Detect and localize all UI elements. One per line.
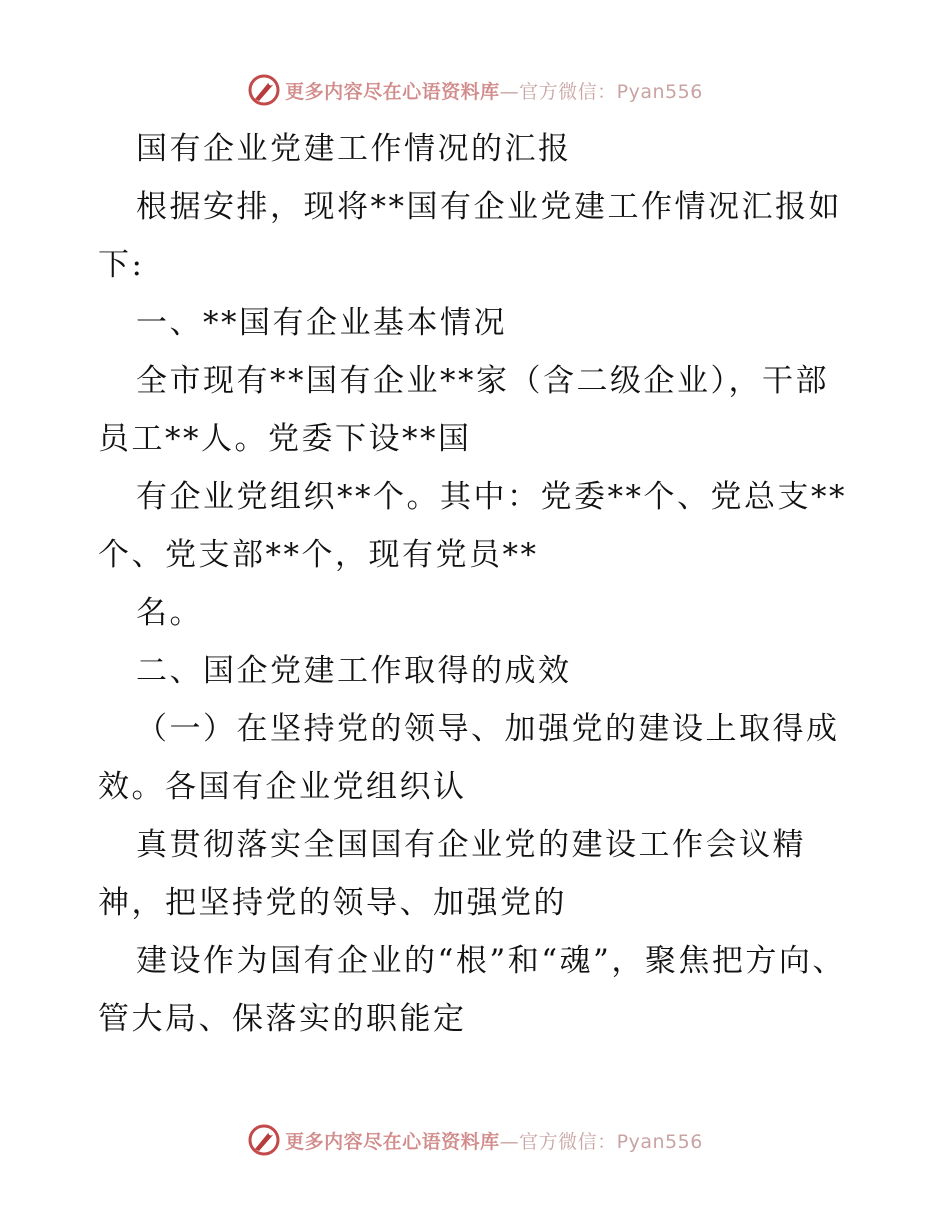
- pen-logo-icon: [247, 1123, 281, 1157]
- paragraph-line: 真贯彻落实全国国有企业党的建设工作会议精神，把坚持党的领导、加强党的: [98, 827, 806, 921]
- watermark-text: 更多内容尽在心语资料库—官方微信：Pyan556: [285, 1130, 703, 1153]
- paragraph-line: 建设作为国有企业的“根”和“魂”，聚焦把方向、管大局、保落实的职能定: [98, 943, 846, 1037]
- watermark-text: 更多内容尽在心语资料库—官方微信：Pyan556: [285, 80, 703, 103]
- paragraph-line: 根据安排，现将**国有企业党建工作情况汇报如下:: [98, 189, 842, 283]
- watermark-header: [0, 70, 950, 110]
- paragraph-line: 有企业党组织**个。其中：党委**个、党总支**个、党支部**个，现有党员**: [98, 479, 847, 573]
- document-body: [98, 120, 858, 1048]
- paragraph-line: 名。: [136, 595, 203, 631]
- pen-logo-icon: [247, 73, 281, 107]
- document-title: 国有企业党建工作情况的汇报: [136, 131, 572, 167]
- section-heading: 二、国企党建工作取得的成效: [136, 653, 572, 689]
- section-heading: 一、**国有企业基本情况: [136, 305, 507, 341]
- paragraph-line: 全市现有**国有企业**家（含二级企业），干部员工**人。党委下设**国: [98, 363, 829, 457]
- paragraph-line: （一）在坚持党的领导、加强党的建设上取得成效。各国有企业党组织认: [98, 711, 840, 805]
- watermark-footer: [0, 1120, 950, 1160]
